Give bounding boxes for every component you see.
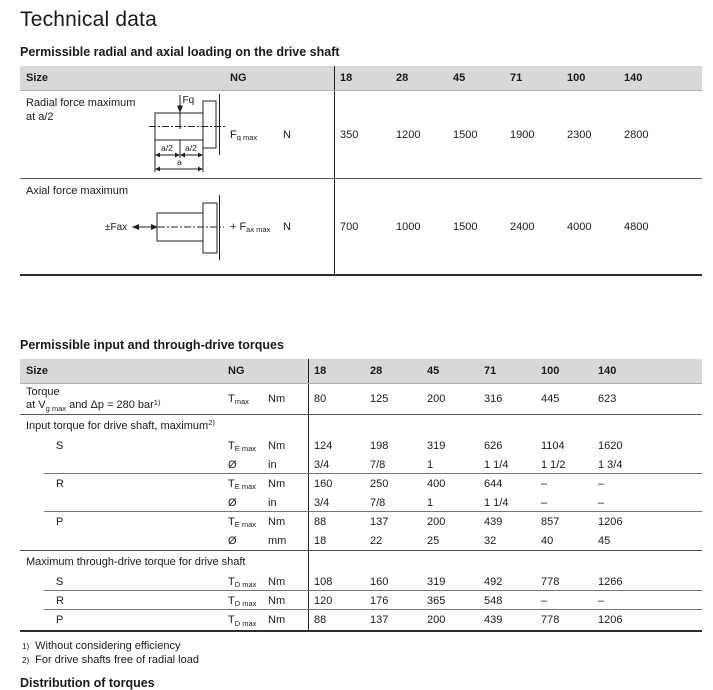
table-row-radial-force bbox=[20, 91, 702, 179]
radial-force-label: Radial force maximum at a/2 bbox=[26, 97, 136, 123]
row-unit: Nm bbox=[268, 439, 286, 452]
shaft-code: R bbox=[56, 477, 64, 490]
value-cell: 1620 bbox=[598, 439, 623, 452]
value-cell: 445 bbox=[541, 392, 560, 405]
size-header: Size bbox=[26, 365, 49, 377]
radial-symbol: $F_{q max}$ bbox=[230, 128, 258, 142]
table-header-row bbox=[20, 66, 702, 91]
footnote-text: Without considering efficiency bbox=[35, 640, 181, 652]
value-cell: 316 bbox=[484, 392, 503, 405]
table-row-axial-force bbox=[20, 179, 702, 276]
torque-label: Torque at $V_{g max}$ and Δp = 280 bar$^{1)}$ bbox=[26, 386, 161, 413]
row-symbol: $T_{D max}$ bbox=[228, 614, 257, 628]
row-symbol: $T_{E max}$ bbox=[228, 439, 256, 453]
radial-force-diagram-icon bbox=[148, 92, 228, 176]
value-cell: 18 bbox=[308, 531, 365, 550]
row-unit: Nm bbox=[268, 614, 286, 626]
row-symbol: $T_{D max}$ bbox=[228, 594, 257, 608]
size-header: Size bbox=[26, 72, 49, 84]
a-label: a bbox=[177, 157, 182, 167]
fq-label: Fq bbox=[182, 95, 195, 106]
size-col-header: 140 bbox=[624, 72, 643, 84]
value-cell: – bbox=[598, 594, 605, 607]
value-cell: 3/4 bbox=[308, 493, 365, 512]
footnote-1 bbox=[20, 640, 702, 654]
value-cell: 80 bbox=[308, 384, 365, 414]
row-unit: Nm bbox=[268, 515, 286, 528]
value-cell: 32 bbox=[484, 534, 497, 547]
value-cell: 1 1/4 bbox=[484, 458, 509, 471]
value-cell: 160 bbox=[308, 474, 365, 493]
shaft-code bbox=[20, 502, 228, 503]
value-cell: 200 bbox=[427, 614, 446, 626]
row-unit: Nm bbox=[268, 575, 286, 588]
row-symbol: Ø bbox=[228, 534, 237, 547]
value-cell: – bbox=[541, 477, 548, 490]
table-row-shaft-s-torque bbox=[20, 436, 702, 455]
value-cell: 250 bbox=[370, 477, 389, 490]
row-unit: mm bbox=[268, 534, 287, 547]
value-cell: 1000 bbox=[396, 220, 421, 233]
table-row-through-r bbox=[20, 591, 702, 610]
size-col-header: 28 bbox=[370, 365, 383, 377]
divider-cell bbox=[308, 551, 702, 572]
shaft-code bbox=[20, 540, 228, 541]
value-cell: 1500 bbox=[453, 220, 478, 233]
value-cell: 400 bbox=[427, 477, 446, 490]
value-cell: – bbox=[598, 496, 605, 509]
value-cell: 88 bbox=[308, 610, 365, 630]
value-cell: 7/8 bbox=[370, 496, 386, 509]
size-col-header: 100 bbox=[567, 72, 586, 84]
row-symbol: Ø bbox=[228, 458, 237, 471]
shaft-code: R bbox=[56, 594, 64, 607]
value-cell: 137 bbox=[370, 515, 389, 528]
value-cell: 439 bbox=[484, 614, 503, 626]
row-unit: in bbox=[268, 458, 277, 471]
table-row-shaft-p-diameter bbox=[20, 531, 702, 551]
ng-header: NG bbox=[230, 72, 247, 84]
torque-symbol: $T_{max}$ bbox=[228, 392, 249, 406]
size-col-header: 100 bbox=[541, 365, 560, 377]
value-cell: 857 bbox=[541, 515, 560, 528]
value-cell: 1 bbox=[427, 496, 434, 509]
value-cell: 2400 bbox=[510, 220, 535, 233]
torque-table bbox=[20, 359, 702, 632]
shaft-code: P bbox=[56, 515, 64, 528]
footnotes bbox=[20, 640, 702, 667]
value-cell: 439 bbox=[484, 515, 503, 528]
size-col-header: 140 bbox=[598, 365, 617, 377]
axial-unit: N bbox=[283, 220, 291, 233]
value-cell: 7/8 bbox=[370, 458, 386, 471]
section-torques bbox=[20, 338, 702, 632]
row-unit: in bbox=[268, 496, 277, 509]
footnote-2 bbox=[20, 654, 702, 668]
size-col-header: 71 bbox=[510, 72, 523, 84]
value-cell: 700 bbox=[334, 179, 391, 274]
shaft-code: S bbox=[56, 575, 64, 588]
table-row-shaft-r-diameter bbox=[20, 493, 702, 512]
value-cell: 778 bbox=[541, 614, 560, 626]
value-cell: 45 bbox=[598, 534, 611, 547]
section-header-input-torque bbox=[20, 415, 702, 436]
table-row-through-s bbox=[20, 572, 702, 591]
unit-header bbox=[268, 371, 308, 372]
value-cell: 200 bbox=[427, 392, 446, 405]
value-cell: 1 1/4 bbox=[484, 496, 509, 509]
value-cell: 1500 bbox=[453, 128, 478, 141]
value-cell: 120 bbox=[308, 591, 365, 610]
value-cell: 198 bbox=[370, 439, 389, 452]
value-cell: 319 bbox=[427, 439, 446, 452]
axial-symbol: + $F_{ax max}$ bbox=[230, 220, 271, 234]
row-symbol: Ø bbox=[228, 496, 237, 509]
value-cell: 137 bbox=[370, 614, 389, 626]
value-cell: – bbox=[598, 477, 605, 490]
shaft-code: S bbox=[56, 439, 64, 452]
page-title: Technical data bbox=[20, 8, 158, 31]
value-cell: 108 bbox=[308, 572, 365, 591]
table-row-shaft-s-diameter bbox=[20, 455, 702, 474]
value-cell: 778 bbox=[541, 575, 560, 588]
footnote-marker: 1) bbox=[22, 642, 30, 651]
value-cell: 350 bbox=[334, 91, 391, 178]
shaft-code: P bbox=[56, 614, 64, 626]
value-cell: 40 bbox=[541, 534, 554, 547]
radial-unit: N bbox=[283, 128, 291, 141]
value-cell: 22 bbox=[370, 534, 383, 547]
value-cell: 88 bbox=[308, 512, 365, 531]
row-unit: Nm bbox=[268, 477, 286, 490]
row-symbol: $T_{D max}$ bbox=[228, 575, 257, 589]
value-cell: 124 bbox=[308, 436, 365, 455]
value-cell: 125 bbox=[370, 392, 389, 405]
value-cell: 2300 bbox=[567, 128, 592, 141]
loading-table bbox=[20, 66, 702, 276]
a2-right-label: a/2 bbox=[185, 143, 197, 153]
a2-left-label: a/2 bbox=[161, 143, 173, 153]
value-cell: 160 bbox=[370, 575, 389, 588]
size-col-header: 18 bbox=[308, 359, 365, 383]
torque-unit: Nm bbox=[268, 392, 286, 405]
row-symbol: $T_{E max}$ bbox=[228, 515, 256, 529]
row-symbol: $T_{E max}$ bbox=[228, 477, 256, 491]
value-cell: 176 bbox=[370, 594, 389, 607]
unit-header bbox=[283, 78, 334, 79]
value-cell: 25 bbox=[427, 534, 440, 547]
table-row-shaft-p-torque bbox=[20, 512, 702, 531]
value-cell: 1 3/4 bbox=[598, 458, 623, 471]
row-unit: Nm bbox=[268, 594, 286, 607]
value-cell: 2800 bbox=[624, 128, 649, 141]
size-col-header: 45 bbox=[427, 365, 440, 377]
section-label: Input torque for drive shaft, maximum$^{2)}$ bbox=[26, 418, 215, 432]
value-cell: 1900 bbox=[510, 128, 535, 141]
section-radial-axial-loading bbox=[20, 45, 702, 276]
value-cell: 4000 bbox=[567, 220, 592, 233]
size-col-header: 45 bbox=[453, 72, 466, 84]
value-cell: 1 bbox=[427, 458, 434, 471]
section-header-through-drive bbox=[20, 551, 702, 572]
size-col-header: 28 bbox=[396, 72, 409, 84]
axial-force-diagram-icon bbox=[105, 194, 225, 262]
table2-title: Permissible input and through-drive torques bbox=[20, 338, 284, 352]
value-cell: 644 bbox=[484, 477, 503, 490]
value-cell: 492 bbox=[484, 575, 503, 588]
ng-header: NG bbox=[228, 365, 245, 377]
value-cell: 200 bbox=[427, 515, 446, 528]
value-cell: 623 bbox=[598, 392, 617, 405]
value-cell: – bbox=[541, 594, 548, 607]
distribution-heading: Distribution of torques bbox=[20, 676, 155, 690]
value-cell: 1104 bbox=[541, 439, 565, 452]
table-row-torque bbox=[20, 384, 702, 415]
table-row-through-p bbox=[20, 610, 702, 632]
axial-force-label: Axial force maximum bbox=[26, 185, 129, 197]
table-row-shaft-r-torque bbox=[20, 474, 702, 493]
footnote-marker: 2) bbox=[22, 655, 30, 665]
fax-label: ±Fax bbox=[105, 222, 128, 233]
value-cell: 365 bbox=[427, 594, 446, 607]
value-cell: 1200 bbox=[396, 128, 421, 141]
value-cell: – bbox=[541, 496, 548, 509]
axial-force-label-cell bbox=[20, 179, 230, 274]
value-cell: 3/4 bbox=[308, 455, 365, 474]
table1-title: Permissible radial and axial loading on the drive shaft bbox=[20, 45, 340, 59]
table-header-row bbox=[20, 359, 702, 384]
value-cell: 319 bbox=[427, 575, 446, 588]
value-cell: 1206 bbox=[598, 515, 623, 528]
value-cell: 1206 bbox=[598, 614, 623, 626]
section-label: Maximum through-drive torque for drive shaft bbox=[26, 555, 246, 568]
shaft-code bbox=[20, 464, 228, 465]
size-col-header: 18 bbox=[334, 66, 391, 90]
value-cell: 548 bbox=[484, 594, 503, 607]
size-col-header: 71 bbox=[484, 365, 497, 377]
divider-cell bbox=[308, 415, 702, 436]
radial-force-label-cell bbox=[20, 91, 230, 178]
footnote-text: For drive shafts free of radial load bbox=[35, 653, 199, 666]
value-cell: 4800 bbox=[624, 220, 649, 233]
value-cell: 1266 bbox=[598, 575, 623, 588]
value-cell: 1 1/2 bbox=[541, 458, 566, 471]
value-cell: 626 bbox=[484, 439, 503, 452]
